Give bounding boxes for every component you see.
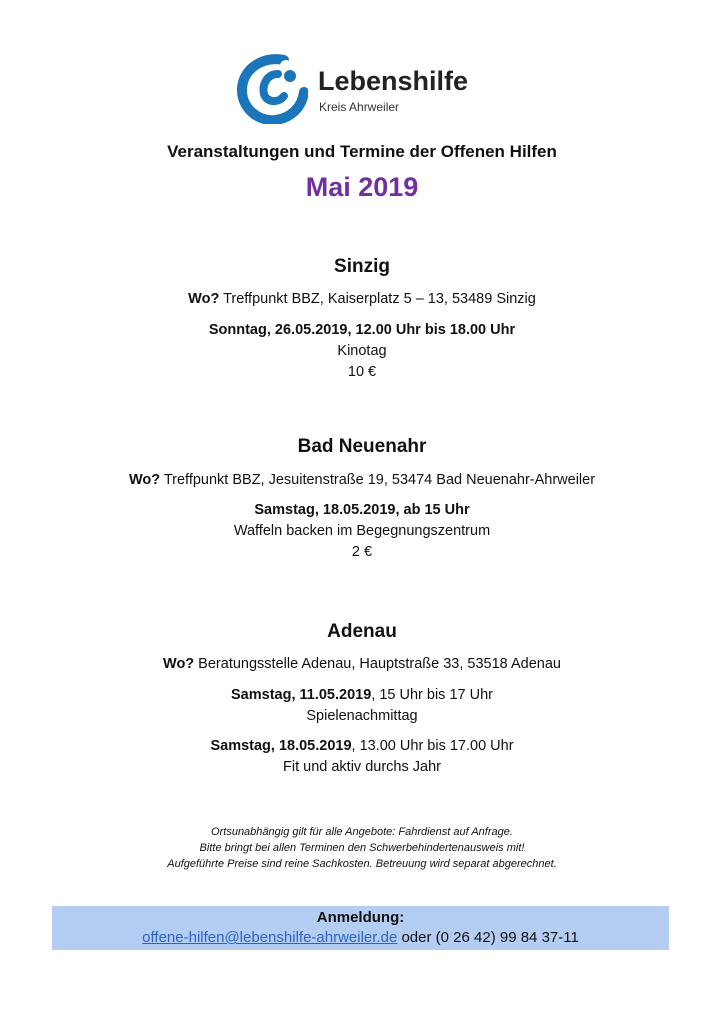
location-line-bad-neuenahr [0, 472, 724, 488]
event-date: Samstag, 11.05.2019 [231, 687, 372, 703]
event-date: Samstag, 18.05.2019 [210, 738, 352, 754]
event-price: 2 € [351, 544, 373, 560]
section-title-bad-neuenahr: Bad Neuenahr [297, 436, 427, 457]
location-line-sinzig [0, 291, 724, 307]
location-address: Treffpunkt BBZ, Jesuitenstraße 19, 53474 Bad Neuenahr-Ahrweiler [160, 472, 596, 488]
registration-title: Anmeldung: [316, 909, 405, 926]
event-time: , 15 Uhr bis 17 Uhr [371, 687, 493, 703]
where-label: Wo? [128, 472, 161, 488]
logo-name: Lebenshilfe [318, 66, 469, 96]
page-title-month: Mai 2019 [305, 172, 419, 202]
event-title: Spielenachmittag [306, 708, 418, 724]
event-title: Fit und aktiv durchs Jahr [283, 759, 441, 775]
event-date: Samstag, 18.05.2019, ab 15 Uhr [254, 502, 470, 518]
phone-number: (0 26 42) 99 84 37-11 [435, 929, 579, 946]
registration-contact [52, 929, 669, 946]
event-price: 10 € [347, 364, 377, 380]
event-datetime [0, 687, 724, 703]
location-address: Beratungsstelle Adenau, Hauptstraße 33, 53518 Adenau [194, 656, 561, 672]
where-label: Wo? [163, 656, 195, 672]
registration-box [52, 906, 669, 950]
event-title: Kinotag [337, 343, 387, 359]
where-label: Wo? [188, 291, 220, 307]
logo-subtitle: Kreis Ahrweiler [319, 100, 400, 114]
logo [236, 52, 496, 126]
event-date: Sonntag, 26.05.2019, 12.00 Uhr bis 18.00 Uhr [208, 322, 516, 338]
event-datetime [0, 738, 724, 754]
location-address: Treffpunkt BBZ, Kaiserplatz 5 – 13, 53489 Sinzig [219, 291, 536, 307]
section-title-sinzig: Sinzig [334, 256, 390, 277]
lebenshilfe-logo-icon [236, 52, 308, 124]
contact-connector: oder [397, 929, 436, 946]
footnote-line: Aufgeführte Preise sind reine Sachkosten. Betreuung wird separat abgerechnet. [167, 858, 557, 870]
email-link[interactable]: offene-hilfen@lebenshilfe-ahrweiler.de [142, 929, 398, 946]
footnote-line: Bitte bringt bei allen Terminen den Schwerbehindertenausweis mit! [199, 842, 525, 854]
footnotes [0, 824, 724, 872]
location-line-adenau [0, 656, 724, 672]
event-time: , 13.00 Uhr bis 17.00 Uhr [351, 738, 514, 754]
page-heading: Veranstaltungen und Termine der Offenen Hilfen [167, 142, 557, 161]
event-title: Waffeln backen im Begegnungszentrum [233, 523, 491, 539]
section-title-adenau: Adenau [327, 621, 397, 642]
footnote-line: Ortsunabhängig gilt für alle Angebote: Fahrdienst auf Anfrage. [211, 826, 513, 838]
